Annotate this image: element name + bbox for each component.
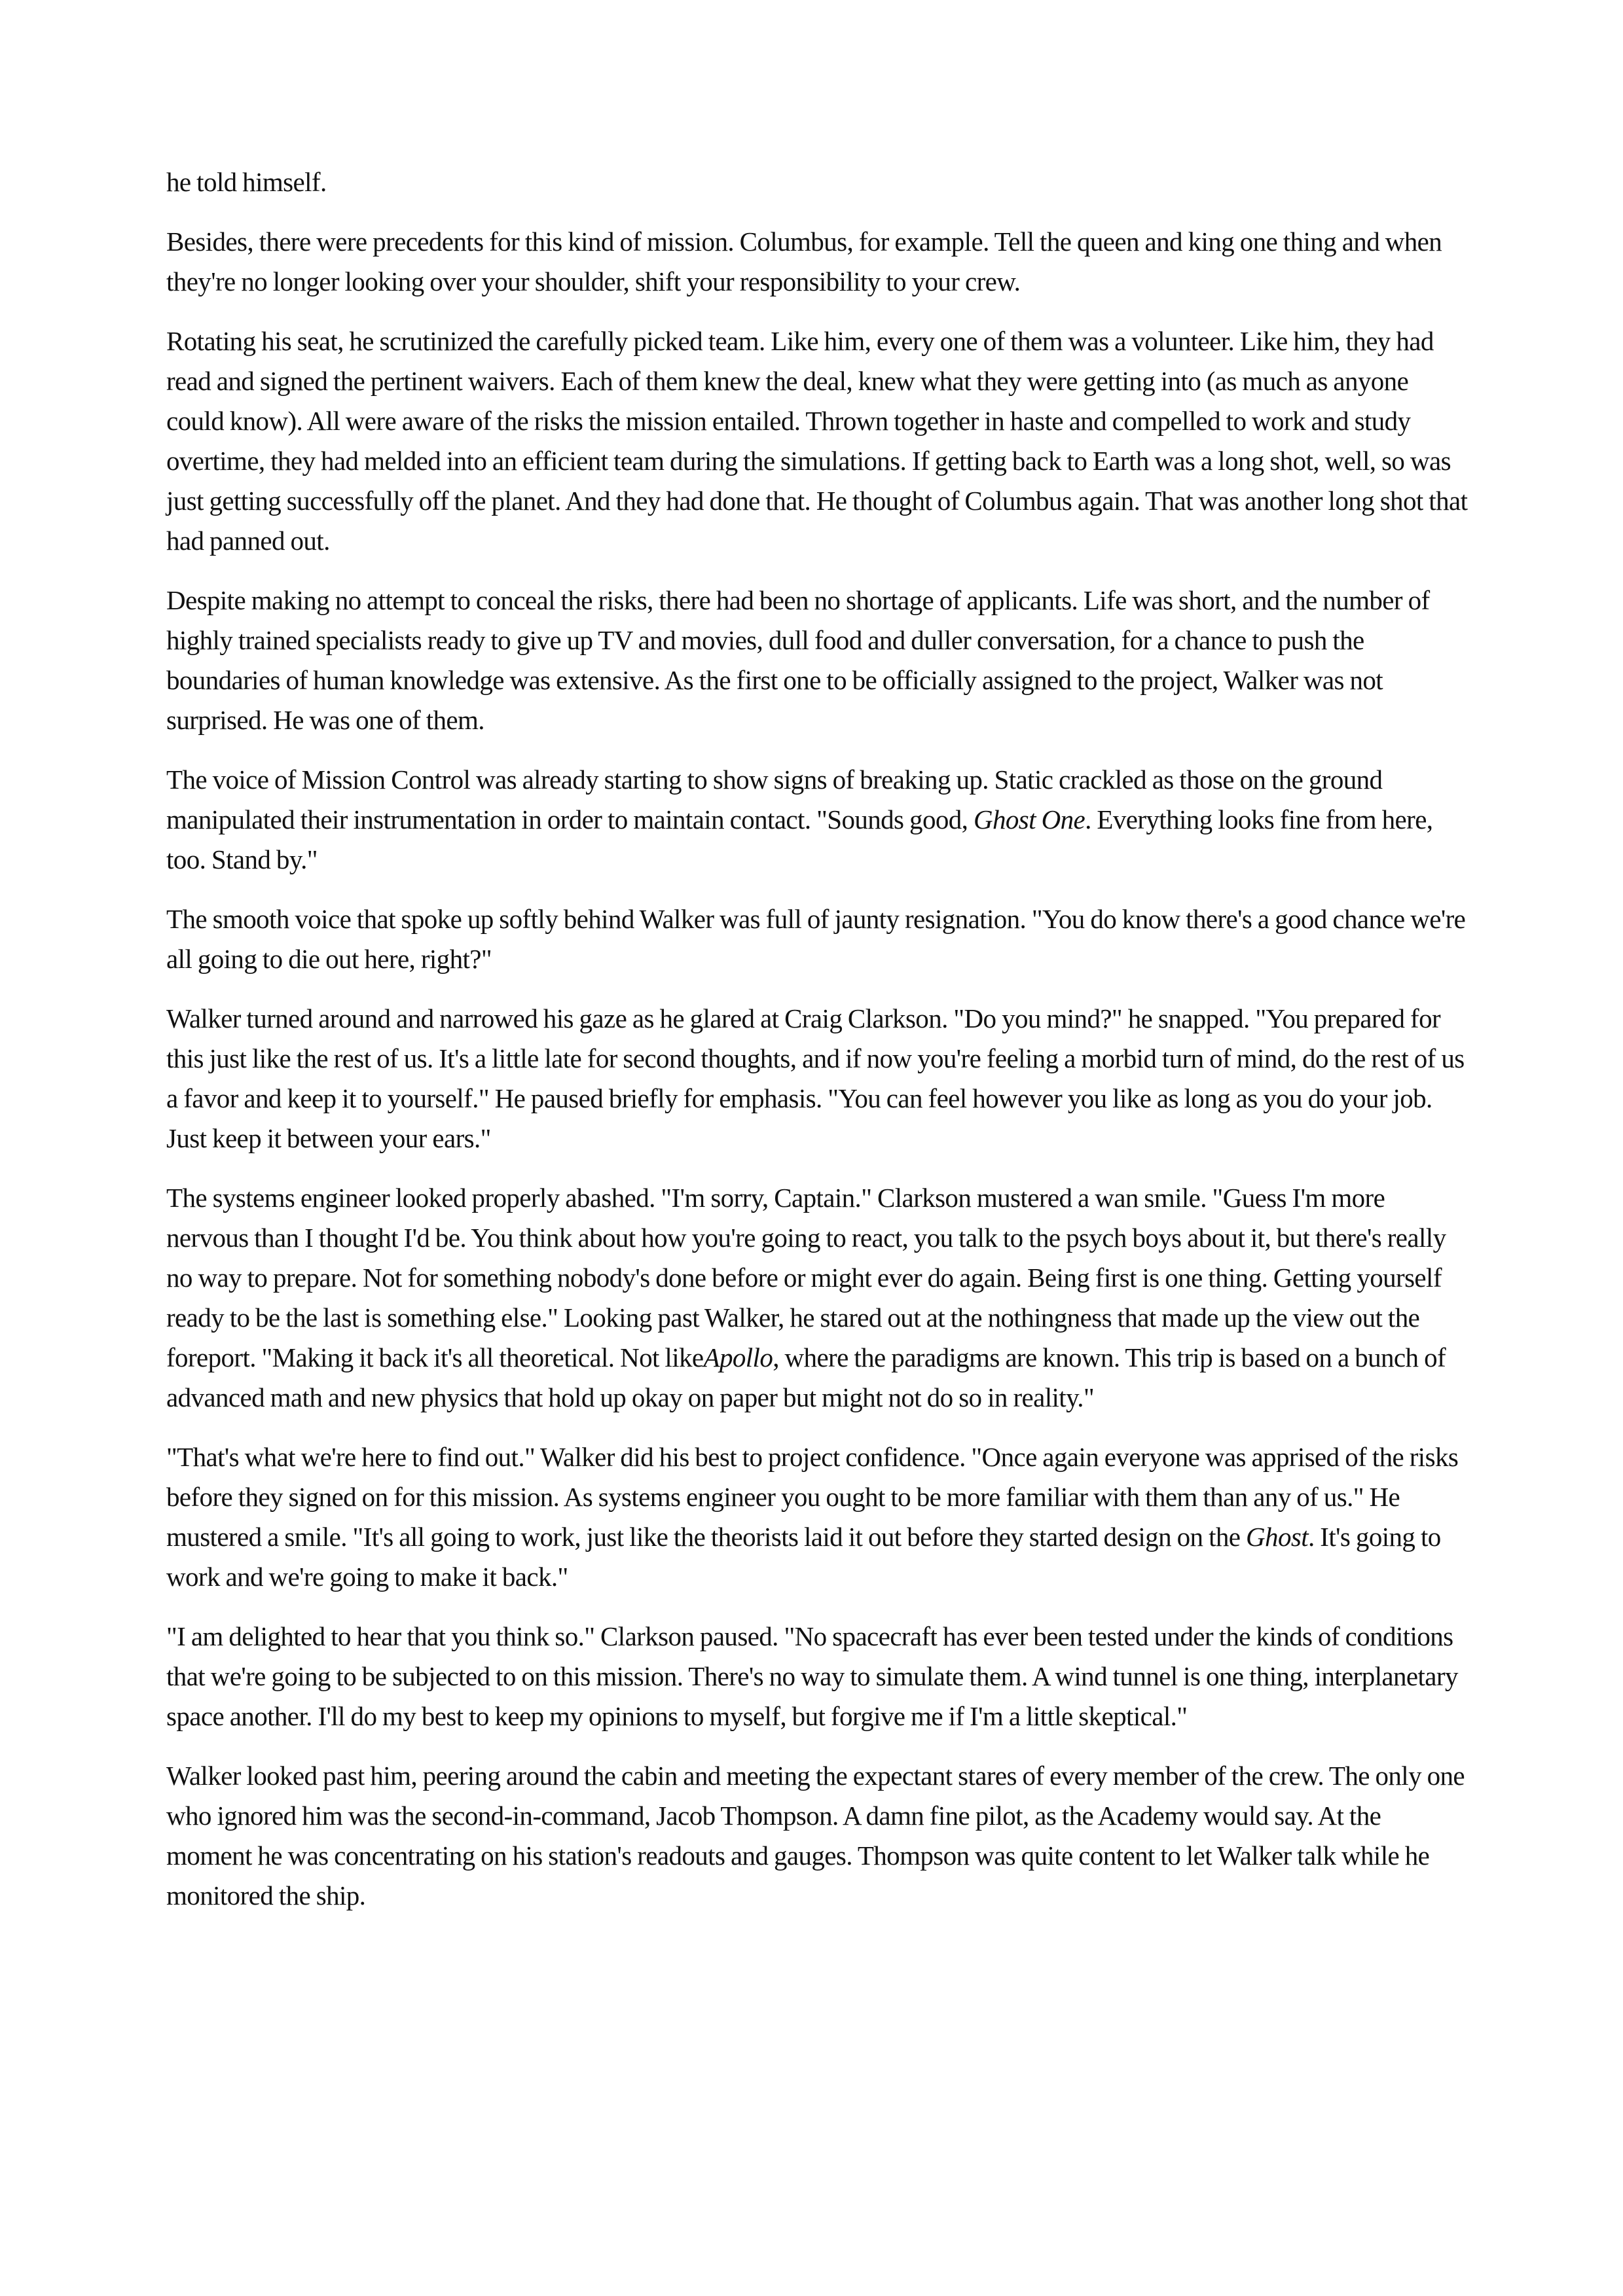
paragraph-4: Despite making no attempt to conceal the risks, there had been no shortage of applicants. Life was short, and the number of highly trained specialists ready to give up TV and movies, dull food and duller conversation, for a chance to push the boundaries of human knowledge was extensive. As the first one to be officially assigned to the project, Walker was not surprised. He was one of them. [166, 585, 1430, 735]
paragraph-2: Besides, there were precedents for this kind of mission. Columbus, for example. Tell the queen and king one thing and when they're no longer looking over your shoulder, shift your responsibility to your crew. [166, 226, 1442, 296]
paragraph-1: he told himself. [166, 167, 327, 197]
document-page [166, 162, 1469, 1935]
paragraph-3: Rotating his seat, he scrutinized the carefully picked team. Like him, every one of them was a volunteer. Like him, they had read and signed the pertinent waivers. Each of them knew the deal, knew what they were getting into (as much as anyone could know). All were aware of the risks the mission entailed. Thrown together in haste and compelled to work and study overtime, they had melded into an efficient team during the simulations. If getting back to Earth was a long shot, well, so was just getting successfully off the planet. And they had done that. He thought of Columbus again. That was another long shot that had panned out. [166, 326, 1468, 556]
paragraph-9: "That's what we're here to find out." Walker did his best to project confidence. "Once again everyone was apprised of the risks before they signed on for this mission. As systems engineer you ought to be more familiar with them than any of us." He mustered a smile. "It's all going to work, just like the theorists laid it out before they started design on the Ghost. It's going to work and we're going to make it back." [166, 1442, 1459, 1592]
paragraph-7: Walker turned around and narrowed his gaze as he glared at Craig Clarkson. "Do you mind?" he snapped. "You prepared for this just like the rest of us. It's a little late for second thoughts, and if now you're feeling a morbid turn of mind, do the rest of us a favor and keep it to yourself." He paused briefly for emphasis. "You can feel however you like as long as you do your job. Just keep it between your ears." [166, 1003, 1465, 1153]
paragraph-5: The voice of Mission Control was already starting to show signs of breaking up. Static crackled as those on the ground manipulated their instrumentation in order to maintain contact. "Sounds good, Ghost One. Everything looks fine from here, too. Stand by." [166, 764, 1433, 874]
paragraph-10: "I am delighted to hear that you think so." Clarkson paused. "No spacecraft has ever been tested under the kinds of conditions that we're going to be subjected to on this mission. There's no way to simulate them. A wind tunnel is one thing, interplanetary space another. I'll do my best to keep my opinions to myself, but forgive me if I'm a little skeptical." [166, 1621, 1458, 1731]
paragraph-6: The smooth voice that spoke up softly behind Walker was full of jaunty resignation. "You do know there's a good chance we're all going to die out here, right?" [166, 904, 1466, 974]
apollo-italic: Apollo [703, 1342, 773, 1372]
ship-name-italic: Ghost One [973, 804, 1085, 834]
paragraph-8: The systems engineer looked properly abashed. "I'm sorry, Captain." Clarkson mustered a wan smile. "Guess I'm more nervous than I thought I'd be. You think about how you're going to react, you talk to the psych boys about it, but there's really no way to prepare. Not for something nobody's done before or might ever do again. Being first is one thing. Getting yourself ready to be the last is something else." Looking past Walker, he stared out at the nothingness that made up the view out the foreport. "Making it back it's all theoretical. Not likeApollo, where the paradigms are known. This trip is based on a bunch of advanced math and new physics that hold up okay on paper but might not do so in reality." [166, 1183, 1446, 1412]
ghost-italic: Ghost [1246, 1522, 1308, 1552]
paragraph-11: Walker looked past him, peering around the cabin and meeting the expectant stares of every member of the crew. The only one who ignored him was the second-in-command, Jacob Thompson. A damn fine pilot, as the Academy would say. At the moment he was concentrating on his station's readouts and gauges. Thompson was quite content to let Walker talk while he monitored the ship. [166, 1761, 1465, 1910]
